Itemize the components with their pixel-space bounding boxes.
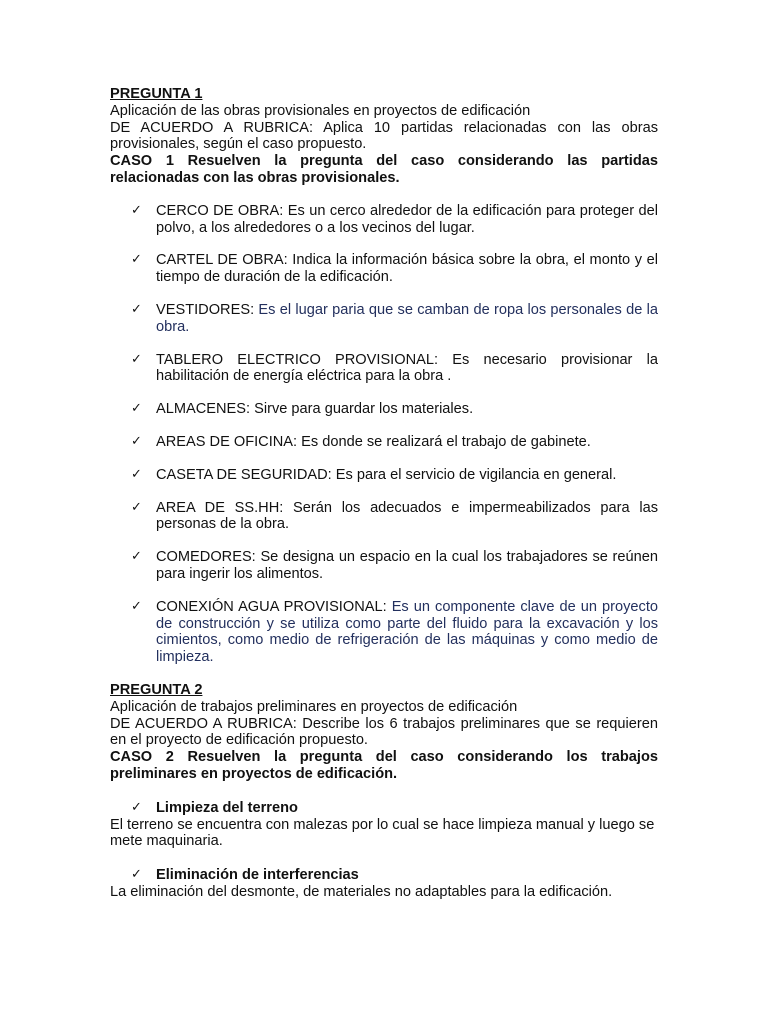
item-term: CARTEL DE OBRA: xyxy=(156,252,288,269)
pregunta-1-subtitle: Aplicación de las obras provisionales en proyectos de edificación xyxy=(110,102,531,119)
item-description: Es donde se realizará el trabajo de gabinete. xyxy=(297,433,591,450)
trabajo-title-text: Eliminación de interferencias xyxy=(156,867,359,884)
list-item xyxy=(110,203,658,237)
list-item xyxy=(110,599,658,666)
item-description: Es un cerco alrededor de la edificación para proteger del polvo, a los alrededores o a los vecinos del lugar. xyxy=(156,202,658,236)
list-item xyxy=(110,302,658,336)
item-description: Es un componente clave de un proyecto de construcción y se utiliza como parte del fluido para la excavación y los cimientos, como medio de refrigeración de las máquinas y como medio de limpieza. xyxy=(156,598,658,666)
document-page xyxy=(110,86,658,901)
item-description: Es para el servicio de vigilancia en general. xyxy=(331,466,617,483)
checkmark-icon: ✓ xyxy=(131,401,142,417)
list-item xyxy=(110,434,658,451)
item-term: TABLERO ELECTRICO PROVISIONAL: xyxy=(156,351,439,368)
checkmark-icon: ✓ xyxy=(131,202,142,218)
obras-provisionales-list xyxy=(110,203,658,666)
checkmark-icon: ✓ xyxy=(131,252,142,268)
checkmark-icon: ✓ xyxy=(131,351,142,367)
pregunta-2-section xyxy=(110,682,658,901)
checkmark-icon: ✓ xyxy=(131,301,142,317)
item-description: Indica la información básica sobre la obra, el monto y el tiempo de duración de la edificación. xyxy=(156,252,658,286)
list-item xyxy=(110,549,658,583)
pregunta-2-subtitle: Aplicación de trabajos preliminares en proyectos de edificación xyxy=(110,698,518,715)
trabajo-description: La eliminación del desmonte, de materiales no adaptables para la edificación. xyxy=(110,883,613,900)
list-item xyxy=(110,500,658,534)
trabajo-title xyxy=(110,867,658,884)
list-item xyxy=(110,467,658,484)
item-term: AREAS DE OFICINA: xyxy=(156,433,298,450)
list-item xyxy=(110,352,658,386)
item-term: CASETA DE SEGURIDAD: xyxy=(156,466,332,483)
list-item xyxy=(110,401,658,418)
item-term: CONEXIÓN AGUA PROVISIONAL: xyxy=(156,598,387,615)
caso-2-statement: CASO 2 Resuelven la pregunta del caso considerando los trabajos preliminares en proyectos de edificación. xyxy=(110,749,658,782)
checkmark-icon: ✓ xyxy=(131,433,142,449)
pregunta-2-rubric: DE ACUERDO A RUBRICA: Describe los 6 trabajos preliminares que se requieren en el proyecto de edificación propuesto. xyxy=(110,715,658,749)
item-description: Se designa un espacio en la cual los trabajadores se reúnen para ingerir los alimentos. xyxy=(156,549,658,582)
item-description: Sirve para guardar los materiales. xyxy=(250,401,474,418)
item-term: AREA DE SS.HH: xyxy=(156,499,284,516)
checkmark-icon: ✓ xyxy=(131,598,142,614)
pregunta-1-heading: PREGUNTA 1 xyxy=(110,86,203,102)
list-item xyxy=(110,252,658,286)
checkmark-icon: ✓ xyxy=(131,549,142,565)
trabajo-description: El terreno se encuentra con malezas por lo cual se hace limpieza manual y luego se mete maquinaria. xyxy=(110,816,655,850)
checkmark-icon: ✓ xyxy=(131,867,142,883)
item-description: Serán los adecuados e impermeabilizados para las personas de la obra. xyxy=(156,499,658,533)
pregunta-2-heading: PREGUNTA 2 xyxy=(110,681,203,698)
item-description: Es el lugar paria que se camban de ropa los personales de la obra. xyxy=(156,301,658,335)
trabajo-title xyxy=(110,800,658,817)
item-description: Es necesario provisionar la habilitación de energía eléctrica para la obra . xyxy=(156,351,659,385)
item-term: COMEDORES: xyxy=(156,549,256,566)
pregunta-1-rubric: DE ACUERDO A RUBRICA: Aplica 10 partidas relacionadas con las obras provisionales, según el caso propuesto. xyxy=(110,119,658,153)
item-term: ALMACENES: xyxy=(156,401,251,418)
checkmark-icon: ✓ xyxy=(131,499,142,515)
checkmark-icon: ✓ xyxy=(131,466,142,482)
checkmark-icon: ✓ xyxy=(131,799,142,815)
item-term: VESTIDORES: xyxy=(156,301,255,318)
caso-1-statement: CASO 1 Resuelven la pregunta del caso considerando las partidas relacionadas con las obras provisionales. xyxy=(110,153,658,186)
trabajo-title-text: Limpieza del terreno xyxy=(156,799,298,816)
item-term: CERCO DE OBRA: xyxy=(156,202,284,219)
